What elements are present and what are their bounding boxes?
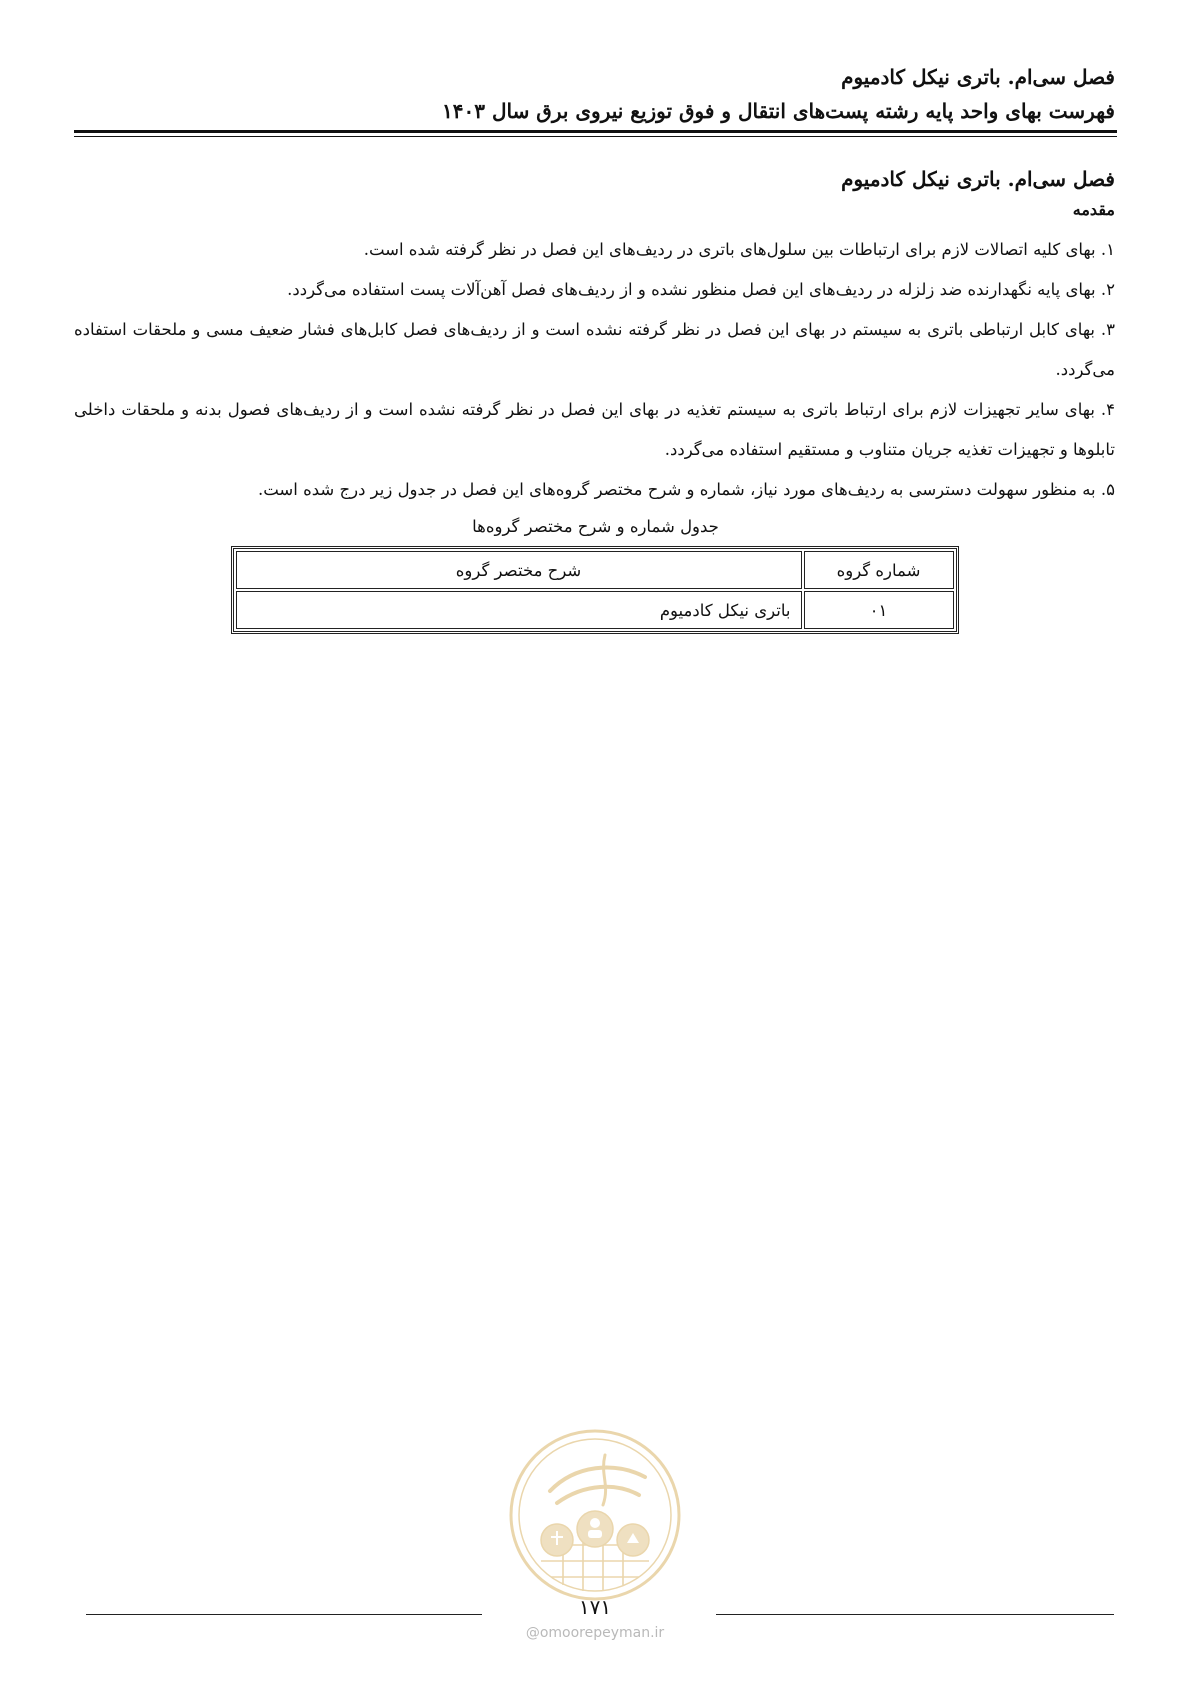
table-header-row bbox=[236, 551, 954, 589]
groups-table bbox=[231, 546, 959, 634]
header-description: شرح مختصر گروه bbox=[236, 551, 802, 589]
page-number: ۱۷۱ bbox=[578, 1595, 612, 1619]
chapter-title: فصل سی‌ام. باتری نیکل کادمیوم bbox=[841, 167, 1115, 191]
paragraph-4: ۴. بهای سایر تجهیزات لازم برای ارتباط باتری به سیستم تغذیه در بهای این فصل در نظر گرفته نشده است و از ردیف‌های فصول بدنه و ملحقات داخلی تابلوها و تجهیزات تغذیه جریان متناوب و مستقیم استفاده می‌گردد. bbox=[74, 400, 1115, 459]
header-catalog-title: فهرست بهای واحد پایه رشته پست‌های انتقال و فوق توزیع نیروی برق سال ۱۴۰۳ bbox=[442, 99, 1115, 123]
site-watermark-text: @omoorepeyman.ir bbox=[525, 1625, 665, 1641]
running-header bbox=[75, 60, 1115, 128]
table-caption: جدول شماره و شرح مختصر گروه‌ها bbox=[472, 517, 719, 536]
header-rule-thick bbox=[74, 130, 1117, 133]
header-rule-thin bbox=[74, 136, 1117, 137]
header-group-number: شماره گروه bbox=[804, 551, 954, 589]
footer-rule-left bbox=[86, 1614, 482, 1615]
footer-rule-right bbox=[716, 1614, 1114, 1615]
paragraph-1: ۱. بهای کلیه اتصالات لازم برای ارتباطات بین سلول‌های باتری در ردیف‌های این فصل در نظر گرفته شده است. bbox=[363, 240, 1115, 259]
table-row bbox=[236, 591, 954, 629]
header-chapter: فصل سی‌ام. باتری نیکل کادمیوم bbox=[841, 65, 1115, 89]
cell-description: باتری نیکل کادمیوم bbox=[236, 591, 802, 629]
paragraph-3: ۳. بهای کابل ارتباطی باتری به سیستم در بهای این فصل در نظر گرفته نشده است و از ردیف‌های فصل کابل‌های فشار ضعیف مسی و ملحقات استفاده می‌گردد. bbox=[74, 320, 1115, 379]
paragraph-2: ۲. بهای پایه نگهدارنده ضد زلزله در ردیف‌های این فصل منظور نشده و از ردیف‌های فصل آهن‌آلات پست استفاده می‌گردد. bbox=[287, 280, 1115, 299]
cell-group-number: ۰۱ bbox=[804, 591, 954, 629]
paragraph-5: ۵. به منظور سهولت دسترسی به ردیف‌های مورد نیاز، شماره و شرح مختصر گروه‌های این فصل در جدول زیر درج شده است. bbox=[257, 480, 1115, 499]
intro-heading: مقدمه bbox=[1072, 200, 1115, 219]
watermark-logo bbox=[505, 1425, 685, 1605]
main-content bbox=[74, 162, 1115, 634]
